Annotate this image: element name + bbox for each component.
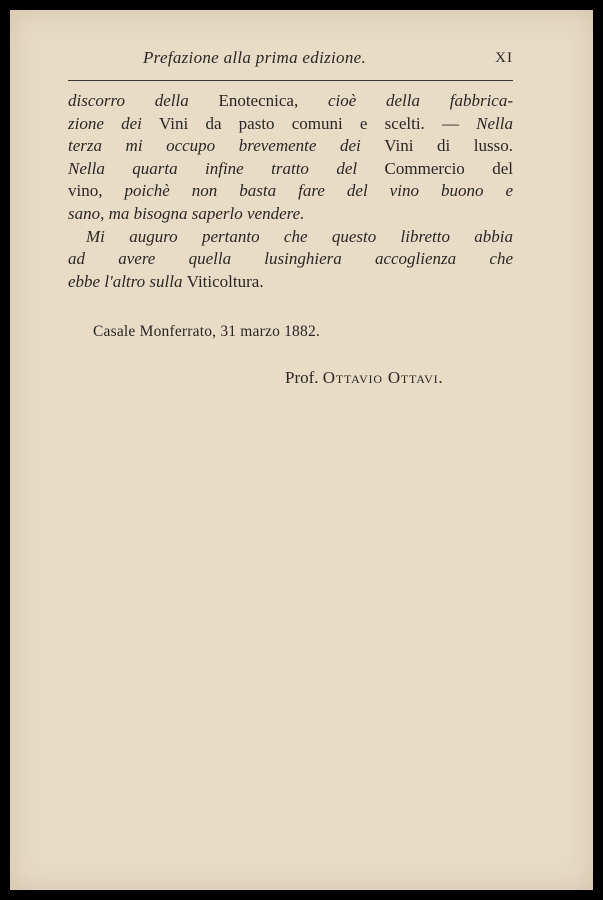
text-span: zione dei	[68, 113, 160, 133]
text-span: poichè non basta fare del vino buono e	[124, 181, 513, 201]
text-line	[68, 180, 513, 203]
text-span: ebbe l'altro sulla	[68, 271, 187, 291]
text-span: Enotecnica,	[218, 91, 328, 110]
text-line	[68, 248, 513, 271]
book-page	[10, 10, 593, 890]
text-span: Commercio del	[384, 158, 513, 178]
text-span: Mi auguro pertanto che questo libretto abbia	[86, 226, 513, 246]
body-text	[68, 90, 513, 293]
running-title: Prefazione alla prima edizione.	[143, 48, 367, 67]
text-span: discorro della	[68, 91, 219, 110]
text-span: sano, ma bisogna saperlo vendere.	[68, 203, 305, 223]
text-line	[68, 158, 513, 181]
text-span: Nella	[476, 113, 514, 133]
text-line	[68, 90, 513, 113]
text-span: Vini da pasto comuni e scelti. —	[159, 113, 477, 133]
text-span: Nella quarta infine tratto del	[68, 158, 385, 178]
place-date: Casale Monferrato, 31 marzo 1882.	[93, 323, 320, 340]
text-line	[68, 203, 513, 226]
text-span: Viticoltura.	[186, 271, 264, 291]
text-span: ad avere quella lusinghiera accoglienza che	[68, 249, 513, 269]
text-span: cioè della fabbrica-	[327, 91, 513, 110]
text-span: Vini di lusso.	[384, 136, 513, 156]
page-header	[68, 48, 513, 81]
text-line	[68, 113, 513, 136]
text-span: vino,	[68, 181, 125, 201]
text-line	[68, 135, 513, 158]
text-line	[68, 226, 513, 249]
page-number: XI	[495, 50, 513, 66]
text-line	[68, 271, 513, 294]
signature	[285, 368, 443, 388]
signature-title: Prof.	[285, 368, 319, 387]
signature-name: Ottavio Ottavi.	[322, 368, 444, 387]
text-span: terza mi occupo brevemente dei	[68, 136, 385, 156]
